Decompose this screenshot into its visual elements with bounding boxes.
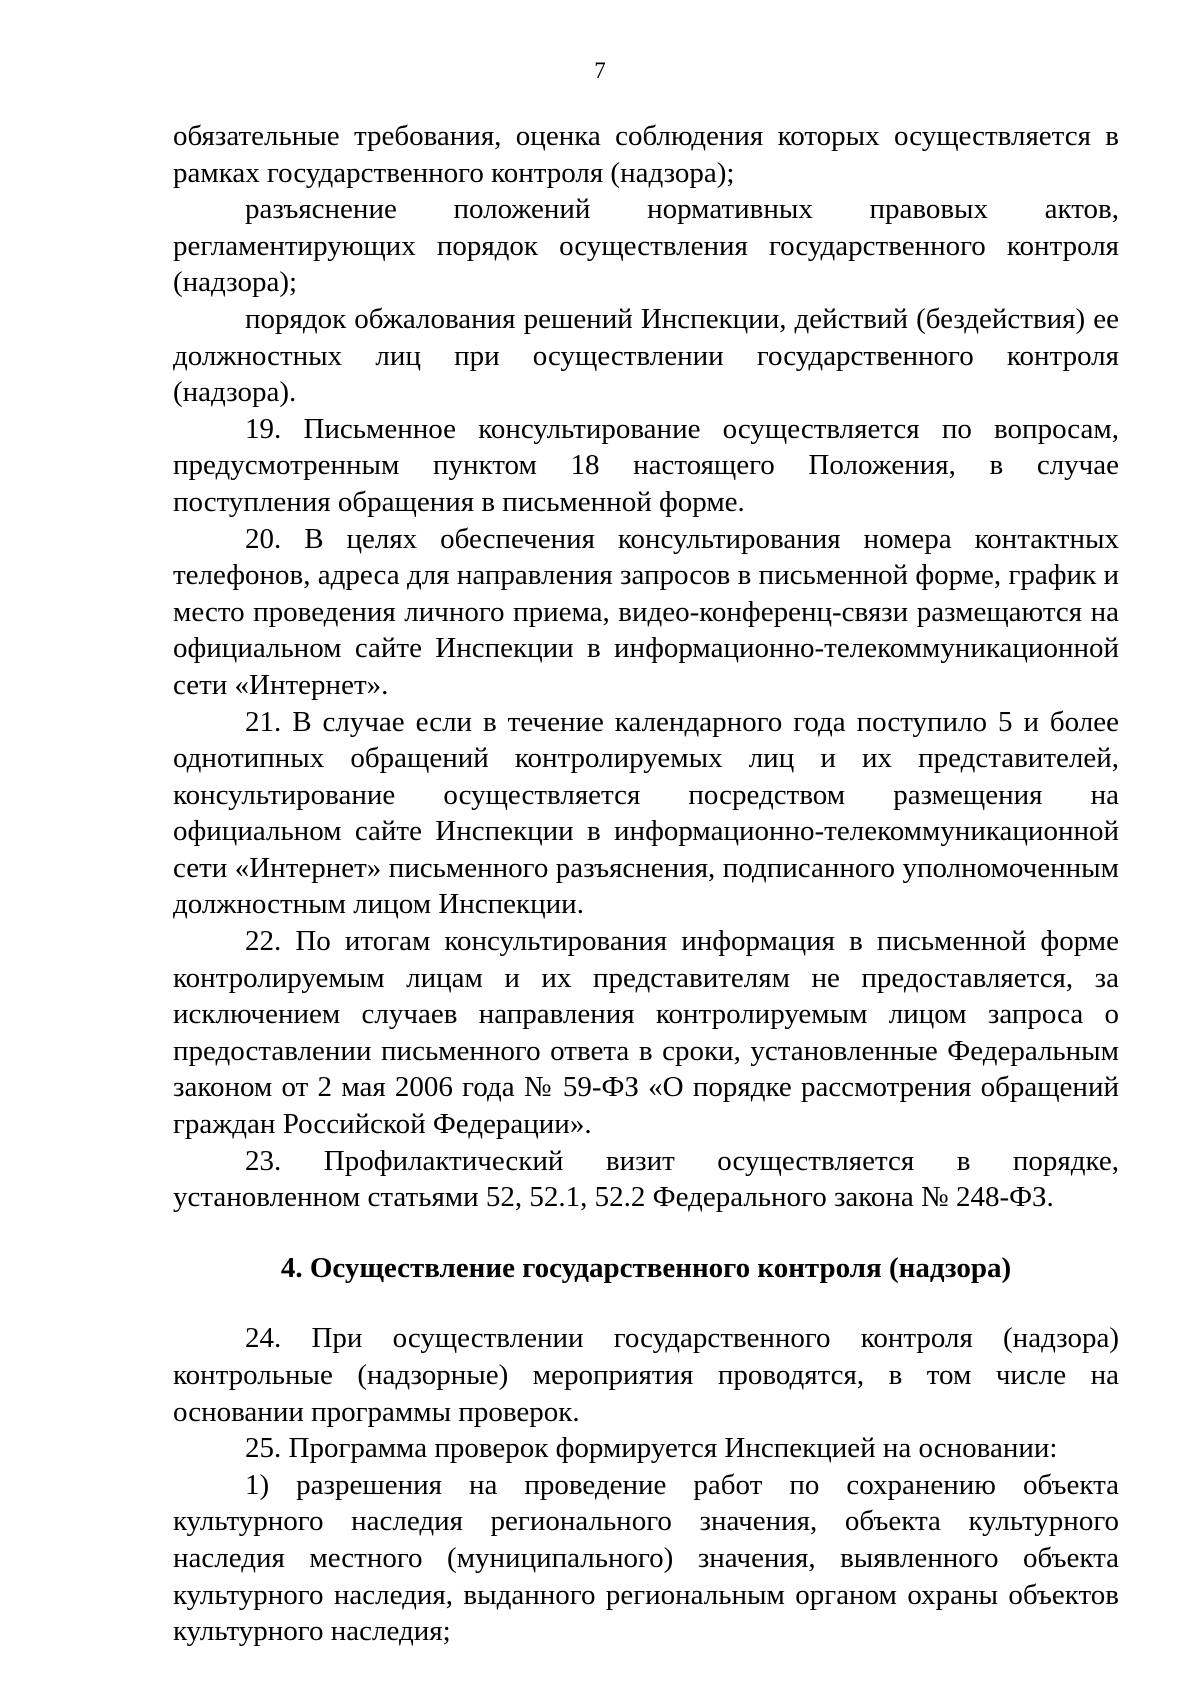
paragraph-22: 22. По итогам консультирования информация в письменной форме контролируемым лицам и их представителям не предоставляется, за исключением случаев направления контролируемым лицом запроса о предоставлении письменного ответа в сроки, установленные Федеральным законом от 2 мая 2006 года № 59-ФЗ «О порядке рассмотрения обращений граждан Российской Федерации». — [173, 925, 1119, 1141]
paragraph-continuation: обязательные требования, оценка соблюдения которых осуществляется в рамках государственного контроля (надзора); — [173, 120, 1119, 189]
paragraph-25-item-1: 1) разрешения на проведение работ по сохранению объекта культурного наследия регионального значения, объекта культурного наследия местного (муниципального) значения, выявленного объекта культурного наследия, выданного региональным органом охраны объектов культурного наследия; — [173, 1468, 1119, 1648]
paragraph-23: 23. Профилактический визит осуществляется в порядке, установленном статьями 52, 52.1, 52.2 Федерального закона № 248-ФЗ. — [173, 1144, 1119, 1214]
paragraph-appeal-item: порядок обжалования решений Инспекции, действий (бездействия) ее должностных лиц при осуществлении государственного контроля (надзора). — [173, 302, 1119, 409]
paragraph-20: 20. В целях обеспечения консультирования номера контактных телефонов, адреса для направления запросов в письменной форме, график и место проведения личного приема, видео-конференц-связи размещаются на официальном сайте Инспекции в информационно-телекоммуникационной сети «Интернет». — [173, 522, 1119, 701]
paragraph-explanation-item: разъяснение положений нормативных правовых актов, регламентирующих порядок осуществления государственного контроля (надзора); — [173, 193, 1119, 299]
paragraph-24: 24. При осуществлении государственного контроля (надзора) контрольные (надзорные) мероприятия проводятся, в том числе на основании программы проверок. — [173, 1322, 1119, 1428]
section-heading: 4. Осуществление государственного контроля (надзора) — [280, 1251, 1012, 1284]
page-number: 7 — [594, 58, 606, 83]
paragraph-21: 21. В случае если в течение календарного года поступило 5 и более однотипных обращений контролируемых лиц и их представителей, консультирование осуществляется посредством размещения на официальном сайте Инспекции в информационно-телекоммуникационной сети «Интернет» письменного разъяснения, подписанного уполномоченным должностным лицом Инспекции. — [173, 705, 1119, 921]
document-body — [173, 118, 1119, 1650]
paragraph-19: 19. Письменное консультирование осуществляется по вопросам, предусмотренным пунктом 18 настоящего Положения, в случае поступления обращения в письменной форме. — [173, 412, 1119, 518]
paragraph-25: 25. Программа проверок формируется Инспекцией на основании: — [245, 1432, 1058, 1465]
